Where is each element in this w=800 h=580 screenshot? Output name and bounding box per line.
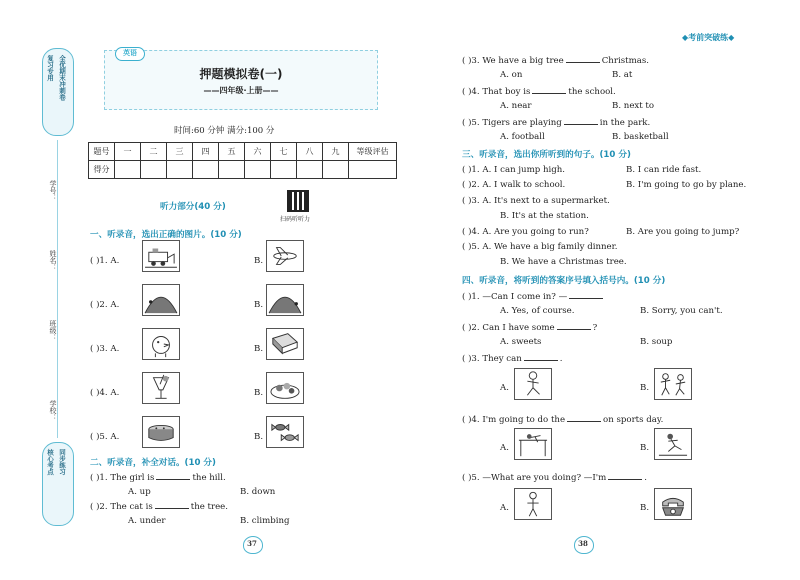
score-cell[interactable] (271, 161, 297, 179)
girl-standing-picture[interactable] (514, 488, 552, 520)
s2-q5-option-a: A. football (500, 132, 545, 142)
s2-q2 (90, 501, 228, 512)
s2-q1 (90, 472, 226, 483)
score-header-cell: 题号 (89, 143, 115, 161)
s2-q5-blank[interactable] (564, 117, 598, 125)
qr-caption: 扫码听听力 (280, 216, 311, 223)
right-page-number: 38 (574, 536, 592, 552)
s4-q3-text: ( )3. They can (462, 354, 522, 364)
qr-code[interactable] (287, 190, 309, 212)
telephone-picture[interactable] (654, 488, 692, 520)
s4-q5-end: . (644, 473, 648, 483)
student-id-label: 学号： (49, 180, 57, 201)
strip-bottom-panel (42, 442, 74, 526)
s4-q2-blank[interactable] (557, 322, 591, 330)
strip-bottom-text-1: 核心考点 (46, 449, 54, 475)
score-header-cell: 八 (297, 143, 323, 161)
train-picture[interactable] (142, 240, 180, 272)
hill-down-picture[interactable] (266, 284, 304, 316)
score-table-score-row (89, 161, 397, 179)
s2-q2-option-a: A. under (128, 516, 166, 526)
s3-q1-a: ( )1. A. I can jump high. (462, 165, 565, 175)
s1-q4-label: ( )4. A. (90, 388, 120, 398)
score-table (88, 142, 397, 179)
score-header-cell: 四 (193, 143, 219, 161)
s2-q3-option-b: B. at (612, 70, 633, 80)
s2-q3-pre: ( )3. We have a big tree (462, 56, 564, 66)
book-picture[interactable] (266, 328, 304, 360)
s1-q1-b-label: B. (254, 256, 264, 266)
section-1-title: 一、听录音，选出正确的图片。(10 分) (90, 230, 242, 240)
s4-q4-option-a: A. (500, 443, 509, 453)
s4-q4-blank[interactable] (567, 414, 601, 422)
s2-q2-option-b: B. climbing (240, 516, 290, 526)
strip-top-text-2: 全优期末冲刺卷 (58, 55, 66, 101)
kids-playing-picture[interactable] (654, 368, 692, 400)
s4-q4 (462, 414, 663, 425)
s2-q1-option-a: A. up (128, 487, 151, 497)
s3-q1-b: B. I can ride fast. (626, 165, 702, 175)
s1-q1-label: ( )1. A. (90, 256, 120, 266)
s3-q4-b: B. Are you going to jump? (626, 227, 740, 237)
s2-q3 (462, 55, 649, 66)
s4-q2-option-a: A. sweets (500, 337, 542, 347)
score-header-cell: 三 (167, 143, 193, 161)
candy-picture[interactable] (266, 416, 304, 448)
s1-q2-label: ( )2. A. (90, 300, 120, 310)
boy-jumping-picture[interactable] (514, 368, 552, 400)
school-label: 学校： (49, 400, 57, 421)
left-margin-strip (40, 44, 76, 524)
score-cell[interactable] (245, 161, 271, 179)
cake-picture[interactable] (142, 416, 180, 448)
s4-q5-option-b: B. (640, 503, 650, 513)
s4-q5-option-a: A. (500, 503, 509, 513)
s4-q2 (462, 322, 597, 333)
s2-q3-post: Christmas. (601, 56, 649, 66)
score-header-cell: 九 (323, 143, 349, 161)
s4-q1-option-b: B. Sorry, you can't. (640, 306, 723, 316)
s2-q5-pre: ( )5. Tigers are playing (462, 118, 562, 128)
score-header-cell: 六 (245, 143, 271, 161)
score-header-cell: 五 (219, 143, 245, 161)
score-header-cell: 等级评估 (349, 143, 397, 161)
s3-q4-a: ( )4. A. Are you going to run? (462, 227, 589, 237)
score-cell[interactable] (193, 161, 219, 179)
s3-q5-b: B. We have a Christmas tree. (500, 257, 627, 267)
score-cell[interactable] (141, 161, 167, 179)
chick-picture[interactable] (142, 328, 180, 360)
hill-up-picture[interactable] (142, 284, 180, 316)
s2-q4 (462, 86, 616, 97)
score-cell[interactable] (219, 161, 245, 179)
s2-q4-option-b: B. next to (612, 101, 655, 111)
subject-tag: 英语 (115, 47, 145, 61)
s2-q4-pre: ( )4. That boy is (462, 87, 531, 97)
s2-q5-option-b: B. basketball (612, 132, 669, 142)
s2-q4-post: the school. (568, 87, 616, 97)
s4-q2-end: ? (592, 323, 598, 333)
listening-section-title: 听力部分(40 分) (160, 202, 226, 212)
score-header-cell: 二 (141, 143, 167, 161)
grade-subtitle: ——四年级·上册—— (203, 86, 279, 95)
exam-info: 时间:60 分钟 满分:100 分 (174, 126, 275, 136)
s4-q1-option-a: A. Yes, of course. (500, 306, 575, 316)
strip-top-text-1: 复习专用 (46, 55, 54, 81)
s1-q2-b-label: B. (254, 300, 264, 310)
score-row-label: 得分 (89, 161, 115, 179)
s1-q3-b-label: B. (254, 344, 264, 354)
score-cell[interactable] (323, 161, 349, 179)
s4-q4-pre: ( )4. I'm going to do the (462, 415, 566, 425)
score-cell[interactable] (115, 161, 141, 179)
section-2-title: 二、听录音，补全对话。(10 分) (90, 458, 216, 468)
s4-q3-option-a: A. (500, 383, 509, 393)
section-3-title: 三、听录音，选出你所听到的句子。(10 分) (462, 150, 631, 160)
strip-top-panel (42, 48, 74, 136)
s1-q4-b-label: B. (254, 388, 264, 398)
name-label: 姓名： (49, 250, 57, 271)
s4-q5-blank[interactable] (608, 472, 642, 480)
exam-title: 押题模拟卷(一) (199, 67, 283, 81)
s4-q3-end: . (559, 354, 563, 364)
s2-q5 (462, 117, 650, 128)
exam-title-banner (104, 50, 378, 110)
section-4-title: 四、听录音，将听到的答案序号填入括号内。(10 分) (462, 276, 666, 286)
s4-q1-text: ( )1. —Can I come in? — (462, 292, 568, 302)
class-label: 班级： (49, 320, 57, 341)
s2-q1-pre: ( )1. The girl is (90, 473, 155, 483)
s3-q3-b: B. It's at the station. (500, 211, 589, 221)
s2-q2-pre: ( )2. The cat is (90, 502, 153, 512)
s4-q1-blank[interactable] (569, 291, 603, 299)
s2-q4-blank[interactable] (532, 86, 566, 94)
section-badge: ◆考前突破练◆ (682, 33, 735, 42)
drink-picture[interactable] (142, 372, 180, 404)
s3-q5-a: ( )5. A. We have a big family dinner. (462, 242, 618, 252)
plane-picture[interactable] (266, 240, 304, 272)
s2-q2-blank[interactable] (155, 501, 189, 509)
s4-q5 (462, 472, 647, 483)
s3-q2-b: B. I'm going to go by plane. (626, 180, 747, 190)
long-jump-picture[interactable] (654, 428, 692, 460)
s2-q1-blank[interactable] (156, 472, 190, 480)
s4-q2-text: ( )2. Can I have some (462, 323, 555, 333)
s4-q3-option-b: B. (640, 383, 650, 393)
s2-q3-option-a: A. on (500, 70, 523, 80)
score-cell[interactable] (297, 161, 323, 179)
score-header-cell: 一 (115, 143, 141, 161)
s4-q5-pre: ( )5. —What are you doing? —I'm (462, 473, 607, 483)
high-jump-picture[interactable] (514, 428, 552, 460)
score-header-cell: 七 (271, 143, 297, 161)
s4-q4-option-b: B. (640, 443, 650, 453)
s4-q2-option-b: B. soup (640, 337, 673, 347)
s2-q1-post: the hill. (192, 473, 226, 483)
s4-q3-blank[interactable] (524, 353, 558, 361)
s2-q2-post: the tree. (190, 502, 229, 512)
s4-q3 (462, 353, 563, 364)
food-plate-picture[interactable] (266, 372, 304, 404)
s2-q5-post: in the park. (599, 118, 651, 128)
s4-q1 (462, 291, 605, 302)
s3-q3-a: ( )3. A. It's next to a supermarket. (462, 196, 610, 206)
s3-q2-a: ( )2. A. I walk to school. (462, 180, 566, 190)
left-page-number: 37 (243, 536, 261, 552)
strip-bottom-text-2: 同步练习 (58, 449, 66, 475)
s1-q5-label: ( )5. A. (90, 432, 120, 442)
s2-q1-option-b: B. down (240, 487, 276, 497)
s2-q4-option-a: A. near (500, 101, 532, 111)
score-cell[interactable] (167, 161, 193, 179)
s1-q5-b-label: B. (254, 432, 264, 442)
score-table-header-row (89, 143, 397, 161)
s1-q3-label: ( )3. A. (90, 344, 120, 354)
s4-q4-post: on sports day. (603, 415, 664, 425)
s2-q3-blank[interactable] (566, 55, 600, 63)
score-cell[interactable] (349, 161, 397, 179)
